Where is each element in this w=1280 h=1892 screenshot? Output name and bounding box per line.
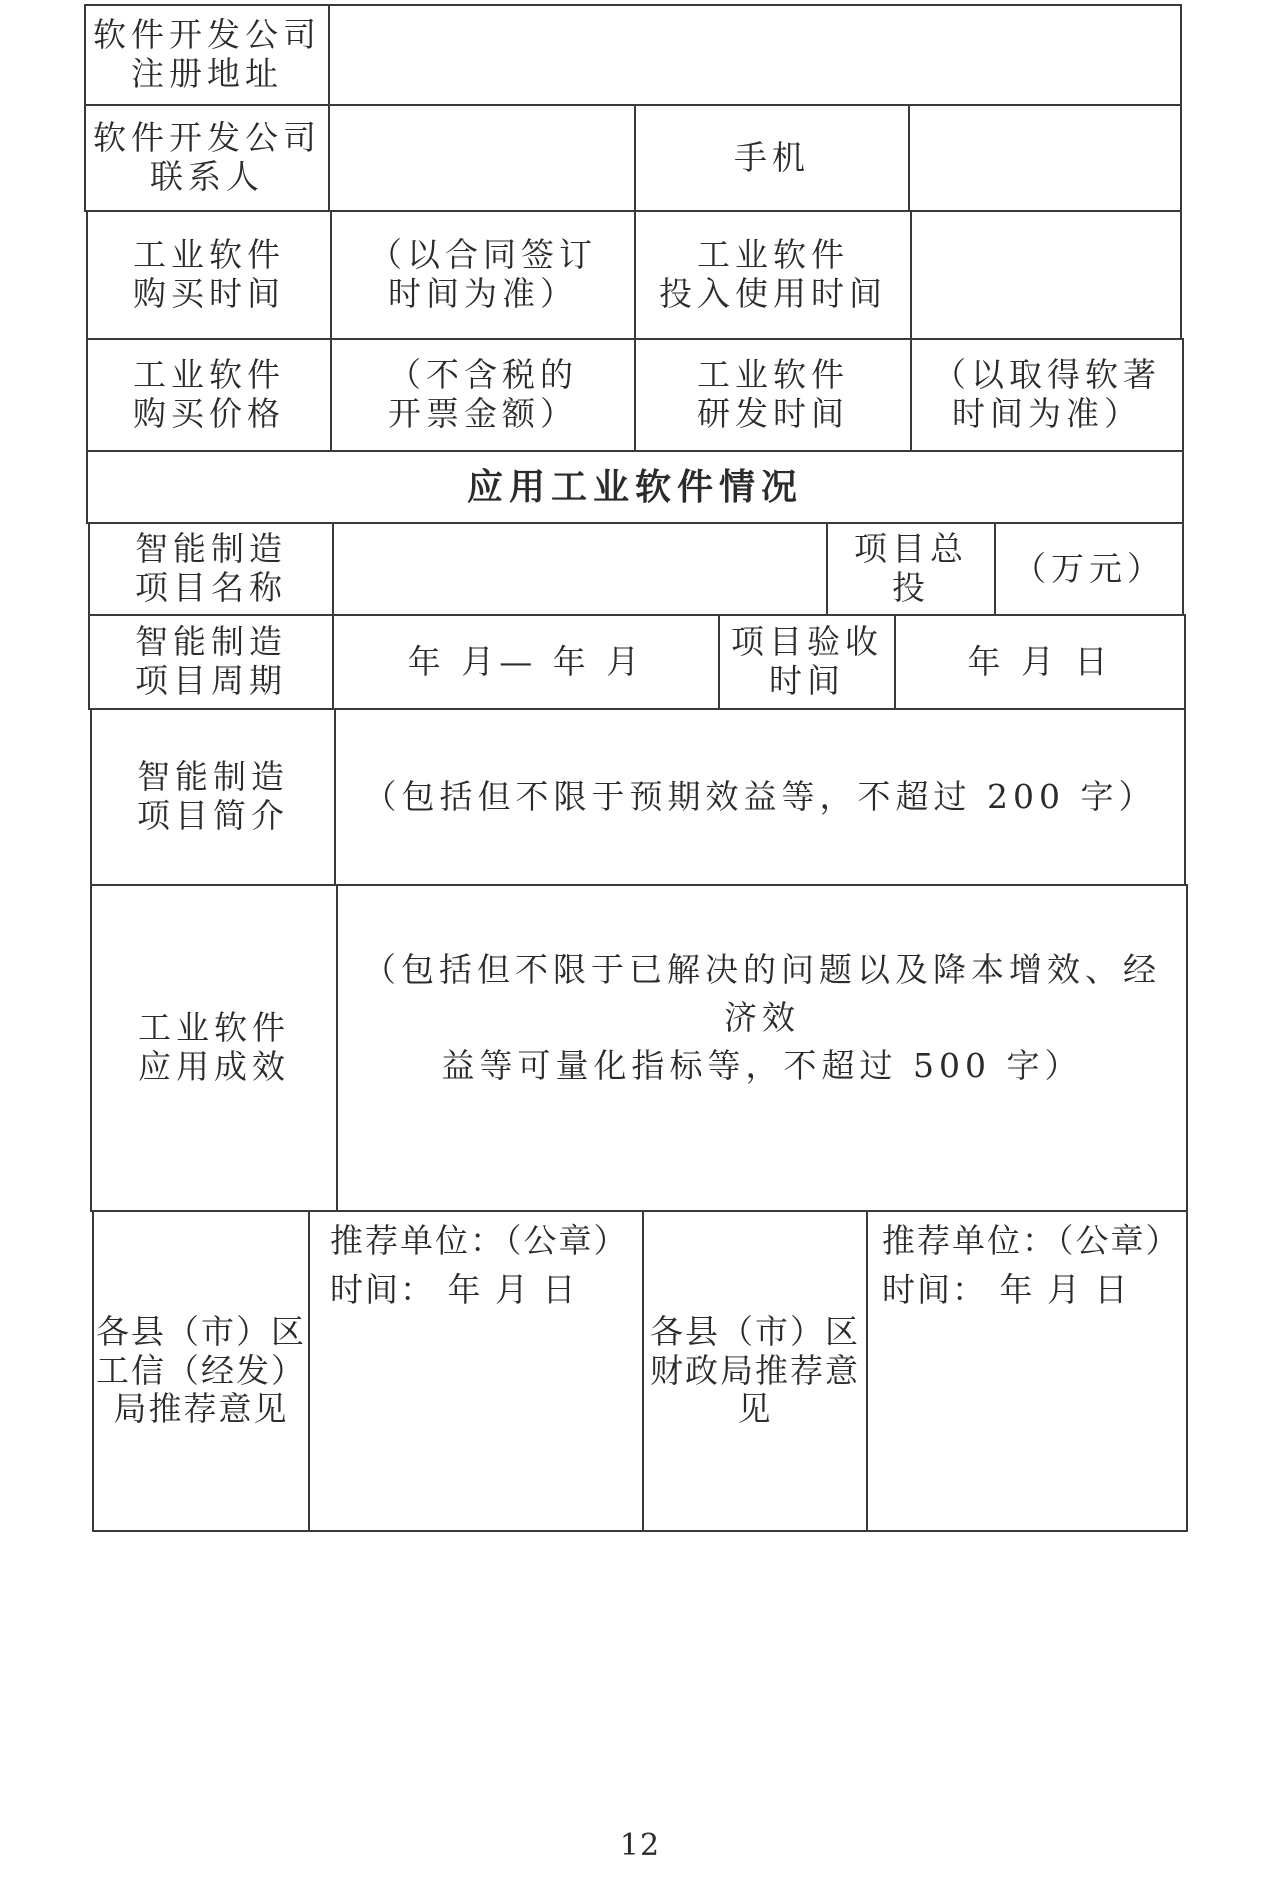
field-purchase-time-hint: （以合同签订 时间为准） xyxy=(369,235,597,313)
label-go-live-time-text: 工业软件 投入使用时间 xyxy=(659,235,887,313)
field-project-intro[interactable] xyxy=(334,708,1186,886)
field-acceptance-time[interactable] xyxy=(894,614,1186,710)
label-finance-bureau-opinion-text: 各县（市）区 财政局推荐意 见 xyxy=(650,1311,860,1429)
field-go-live-time[interactable] xyxy=(910,210,1182,340)
field-mobile[interactable] xyxy=(908,104,1182,212)
label-development-time-text: 工业软件 研发时间 xyxy=(697,355,849,433)
field-development-time[interactable] xyxy=(910,338,1184,452)
label-project-name-text: 智能制造 项目名称 xyxy=(135,529,287,607)
field-purchase-price-hint: （不含税的 开票金额） xyxy=(388,355,578,433)
label-finance-bureau-opinion xyxy=(642,1210,868,1532)
field-software-effect[interactable] xyxy=(336,884,1188,1212)
label-project-intro xyxy=(90,708,336,886)
label-total-investment xyxy=(826,522,996,616)
label-purchase-time-text: 工业软件 购买时间 xyxy=(133,235,285,313)
label-total-investment-text: 项目总 投 xyxy=(854,529,968,607)
label-purchase-price-text: 工业软件 购买价格 xyxy=(133,355,285,433)
label-registered-address xyxy=(84,4,330,106)
label-it-bureau-opinion-text: 各县（市）区 工信（经发） 局推荐意见 xyxy=(96,1311,306,1429)
label-software-effect-text: 工业软件 应用成效 xyxy=(138,1008,290,1086)
field-development-time-hint: （以取得软著 时间为准） xyxy=(933,355,1161,433)
label-contact-person xyxy=(84,104,330,212)
label-development-time xyxy=(634,338,912,452)
field-it-bureau-opinion[interactable] xyxy=(308,1210,644,1532)
label-project-name xyxy=(88,522,334,616)
field-project-period-hint: 年 月— 年 月 xyxy=(407,641,645,681)
it-bureau-date: 时间： 年 月 日 xyxy=(330,1269,578,1309)
label-acceptance-time xyxy=(718,614,896,710)
label-project-period-text: 智能制造 项目周期 xyxy=(135,622,287,700)
label-project-intro-text: 智能制造 项目简介 xyxy=(137,757,289,835)
label-registered-address-text: 软件开发公司 注册地址 xyxy=(93,15,321,93)
field-finance-bureau-opinion[interactable] xyxy=(866,1210,1188,1532)
label-acceptance-time-text: 项目验收 时间 xyxy=(731,622,883,700)
finance-bureau-date: 时间： 年 月 日 xyxy=(882,1269,1130,1309)
section-title-text: 应用工业软件情况 xyxy=(466,465,803,508)
label-go-live-time xyxy=(634,210,912,340)
field-total-investment[interactable] xyxy=(994,522,1184,616)
label-purchase-time xyxy=(86,210,332,340)
label-purchase-price xyxy=(86,338,332,452)
label-contact-person-text: 软件开发公司 联系人 xyxy=(93,118,321,196)
label-it-bureau-opinion xyxy=(92,1210,310,1532)
section-title-software-usage xyxy=(86,450,1184,524)
field-project-intro-hint: （包括但不限于预期效益等，不超过 200 字） xyxy=(363,776,1157,816)
it-bureau-unit-seal: 推荐单位：（公章） xyxy=(330,1221,629,1260)
label-project-period xyxy=(88,614,334,710)
page-number: 12 xyxy=(619,1828,661,1863)
field-project-name[interactable] xyxy=(332,522,828,616)
field-acceptance-time-hint: 年 月 日 xyxy=(967,641,1113,681)
it-bureau-signature xyxy=(310,1212,642,1320)
field-purchase-time[interactable] xyxy=(330,210,636,340)
field-total-investment-hint: （万元） xyxy=(1013,548,1165,588)
field-contact-person[interactable] xyxy=(328,104,636,212)
finance-bureau-unit-seal: 推荐单位：（公章） xyxy=(882,1221,1181,1260)
label-software-effect xyxy=(90,884,338,1212)
label-mobile xyxy=(634,104,910,212)
field-registered-address[interactable] xyxy=(328,4,1182,106)
label-mobile-text: 手机 xyxy=(734,137,810,177)
field-purchase-price[interactable] xyxy=(330,338,636,452)
finance-bureau-signature xyxy=(868,1212,1186,1320)
field-project-period[interactable] xyxy=(332,614,720,710)
field-software-effect-hint: （包括但不限于已解决的问题以及降本增效、经济效 益等可量化指标等，不超过 500 字） xyxy=(363,950,1161,1085)
